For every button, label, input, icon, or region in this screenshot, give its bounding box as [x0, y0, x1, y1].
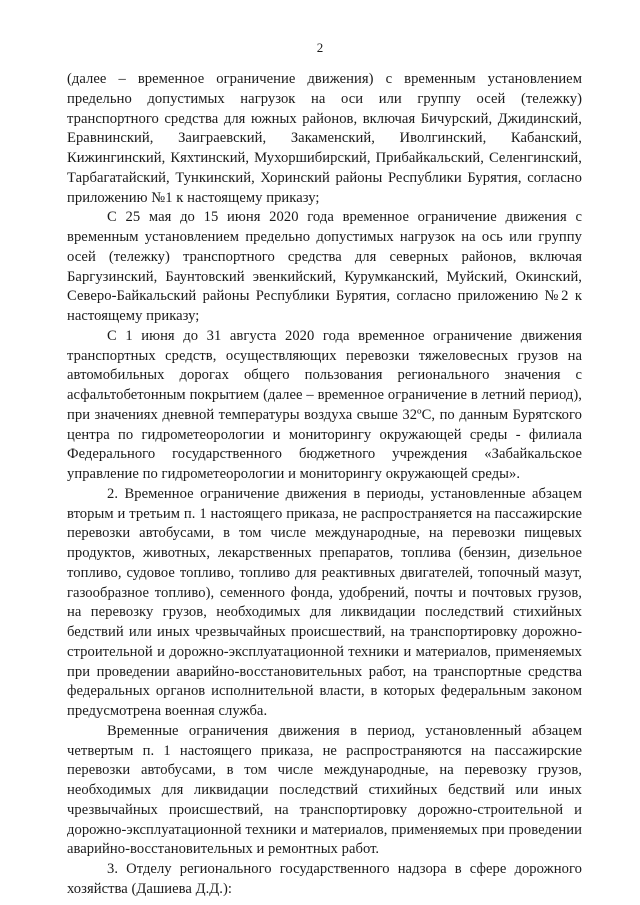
paragraph-section-2: 2. Временное ограничение движения в периоды, установленные абзацем вторым и третьим п. 1 настоящего приказа, не распространяется на пассажирские перевозки автобусами, в том числе международные, на перевозки пищевых продуктов, животных, лекарственных препаратов, топлива (бензин, дизельное топливо, судовое топливо, топливо для реактивных двигателей, топочный мазут, газообразное топливо), семенного фонда, удобрений, почты и почтовых грузов, на перевозку грузов, необходимых для ликвидации последствий стихийных бедствий или иных чрезвычайных происшествий, на транспортировку дорожно-строительной и дорожно-эксплуатационной техники и материалов, применяемых при проведении аварийно-восстановительных работ, на транспортные средства федеральных органов исполнительной власти, в которых федеральным законом предусмотрена военная служба. [67, 485, 582, 719]
paragraph-southern-districts: (далее – временное ограничение движения) с временным установлением предельно допустимых нагрузок на оси или группу осей (тележку) транспортного средства для южных районов, включая Бичурский, Джидинский, Еравнинский, Заиграевский, Закаменский, Иволгинский, Кабанский, Кижингинский, Кяхтинский, Мухоршибирский, Прибайкальский, Селенгинский, Тарбагатайский, Тункинский, Хоринский районы Республики Бурятия, согласно приложению №1 к настоящему приказу; [67, 71, 582, 206]
document-body [67, 70, 582, 900]
paragraph-northern-districts: С 25 мая до 15 июня 2020 года временное ограничение движения с временным установлением предельно допустимых нагрузок на ось или группу осей (тележку) транспортного средства для северных районов, включая Баргузинский, Баунтовский эвенкийский, Курумканский, Муйский, Окинский, Северо-Байкальский районы Республики Бурятия, согласно приложению №2 к настоящему приказу; [67, 209, 582, 324]
paragraph-section-3: 3. Отделу регионального государственного надзора в сфере дорожного хозяйства (Дашиева Д.Д.): [67, 861, 582, 897]
paragraph-section-2-exemptions: Временные ограничения движения в период, установленный абзацем четвертым п. 1 настоящего приказа, не распространяются на пассажирские перевозки автобусами, в том числе международные, на перевозку грузов, необходимых для ликвидации последствий стихийных бедствий или иных чрезвычайных происшествий, на транспортировку дорожно-строительной и дорожно-эксплуатационной техники и материалов, применяемых при проведении аварийно-восстановительных и ремонтных работ. [67, 722, 582, 858]
paragraph-summer-restriction: С 1 июня до 31 августа 2020 года временное ограничение движения транспортных средств, осуществляющих перевозки тяжеловесных грузов на автомобильных дорогах общего пользования регионального значения с асфальтобетонным покрытием (далее – временное ограничение в летний период), при значениях дневной температуры воздуха свыше 32ºС, по данным Бурятского центра по гидрометеорологии и мониторингу окружающей среды - филиала Федерального государственного бюджетного учреждения «Забайкальское управление по гидрометеорологии и мониторингу окружающей среды». [67, 327, 582, 482]
page-number: 2 [316, 40, 324, 55]
